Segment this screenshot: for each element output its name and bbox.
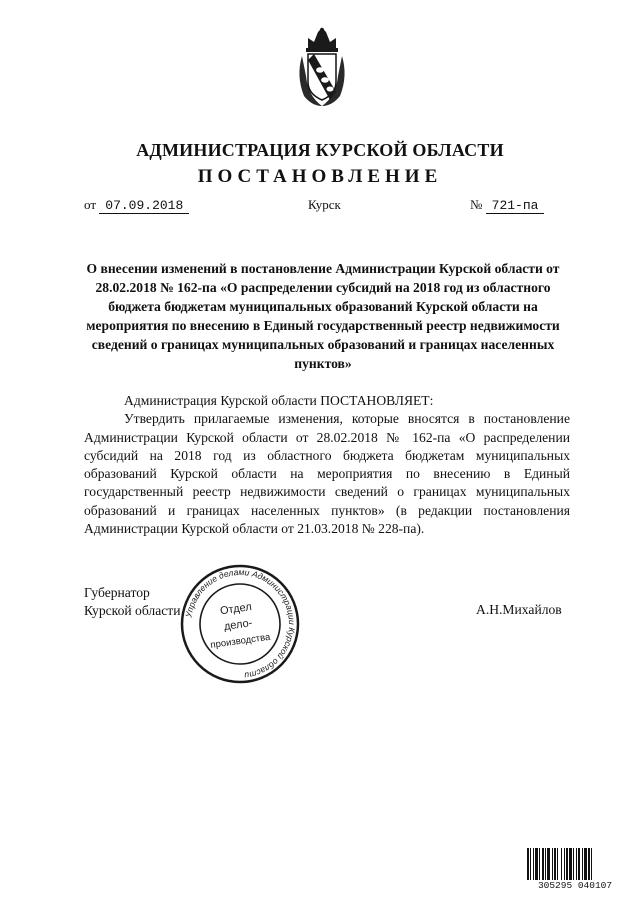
stamp-ring-text: Управление делами Администрации Курской области bbox=[183, 566, 298, 681]
stamp-center-line3: производства bbox=[209, 631, 272, 651]
document-title: О внесении изменений в постановление Администрации Курской области от 28.02.2018 № 162-па «О распределении субсидий на 2018 год из областного бюджета бюджетам муниципальных образований Курской области на мероприятия по внесению в Единый государственный реестр недвижимости сведений о границах муниципальных образований и границах населенных пунктов» bbox=[86, 261, 560, 371]
organization-name: АДМИНИСТРАЦИЯ КУРСКОЙ ОБЛАСТИ bbox=[136, 140, 504, 160]
document-type: ПОСТАНОВЛЕНИЕ bbox=[197, 166, 443, 187]
document-body bbox=[84, 392, 570, 538]
document-date: 07.09.2018 bbox=[99, 198, 189, 214]
stamp-center-line1: Отдел bbox=[219, 600, 253, 618]
date-line bbox=[84, 197, 189, 213]
signatory-position-line2: Курской области bbox=[84, 603, 181, 618]
stamp-center-line2: дело- bbox=[223, 617, 254, 633]
barcode-number: 305295 040107 bbox=[526, 880, 624, 891]
signatory-name: А.Н.Михайлов bbox=[476, 602, 562, 617]
coat-of-arms-icon bbox=[294, 26, 350, 108]
office-stamp bbox=[176, 562, 304, 686]
signatory-position bbox=[84, 584, 181, 620]
number-line bbox=[470, 197, 544, 213]
body-lead: Администрация Курской области ПОСТАНОВЛЯЕТ: bbox=[124, 393, 434, 408]
date-prefix: от bbox=[84, 197, 97, 212]
document-city: Курск bbox=[308, 197, 341, 212]
document-number: 721-па bbox=[486, 198, 545, 214]
signatory-position-line1: Губернатор bbox=[84, 585, 150, 600]
number-prefix: № bbox=[470, 197, 483, 212]
body-paragraph: Утвердить прилагаемые изменения, которые вносятся в постановление Администрации Курской области от 28.02.2018 № 162-па «О распределении субсидий на 2018 год из областного бюджета бюджетам муниципальных образований Курской области на мероприятия по внесению в Единый государственный реестр недвижимости сведений о границах муниципальных образований и границах населенных пунктов» (в редакции постановления Администрации Курской области от 21.03.2018 № 228-па). bbox=[84, 411, 570, 537]
